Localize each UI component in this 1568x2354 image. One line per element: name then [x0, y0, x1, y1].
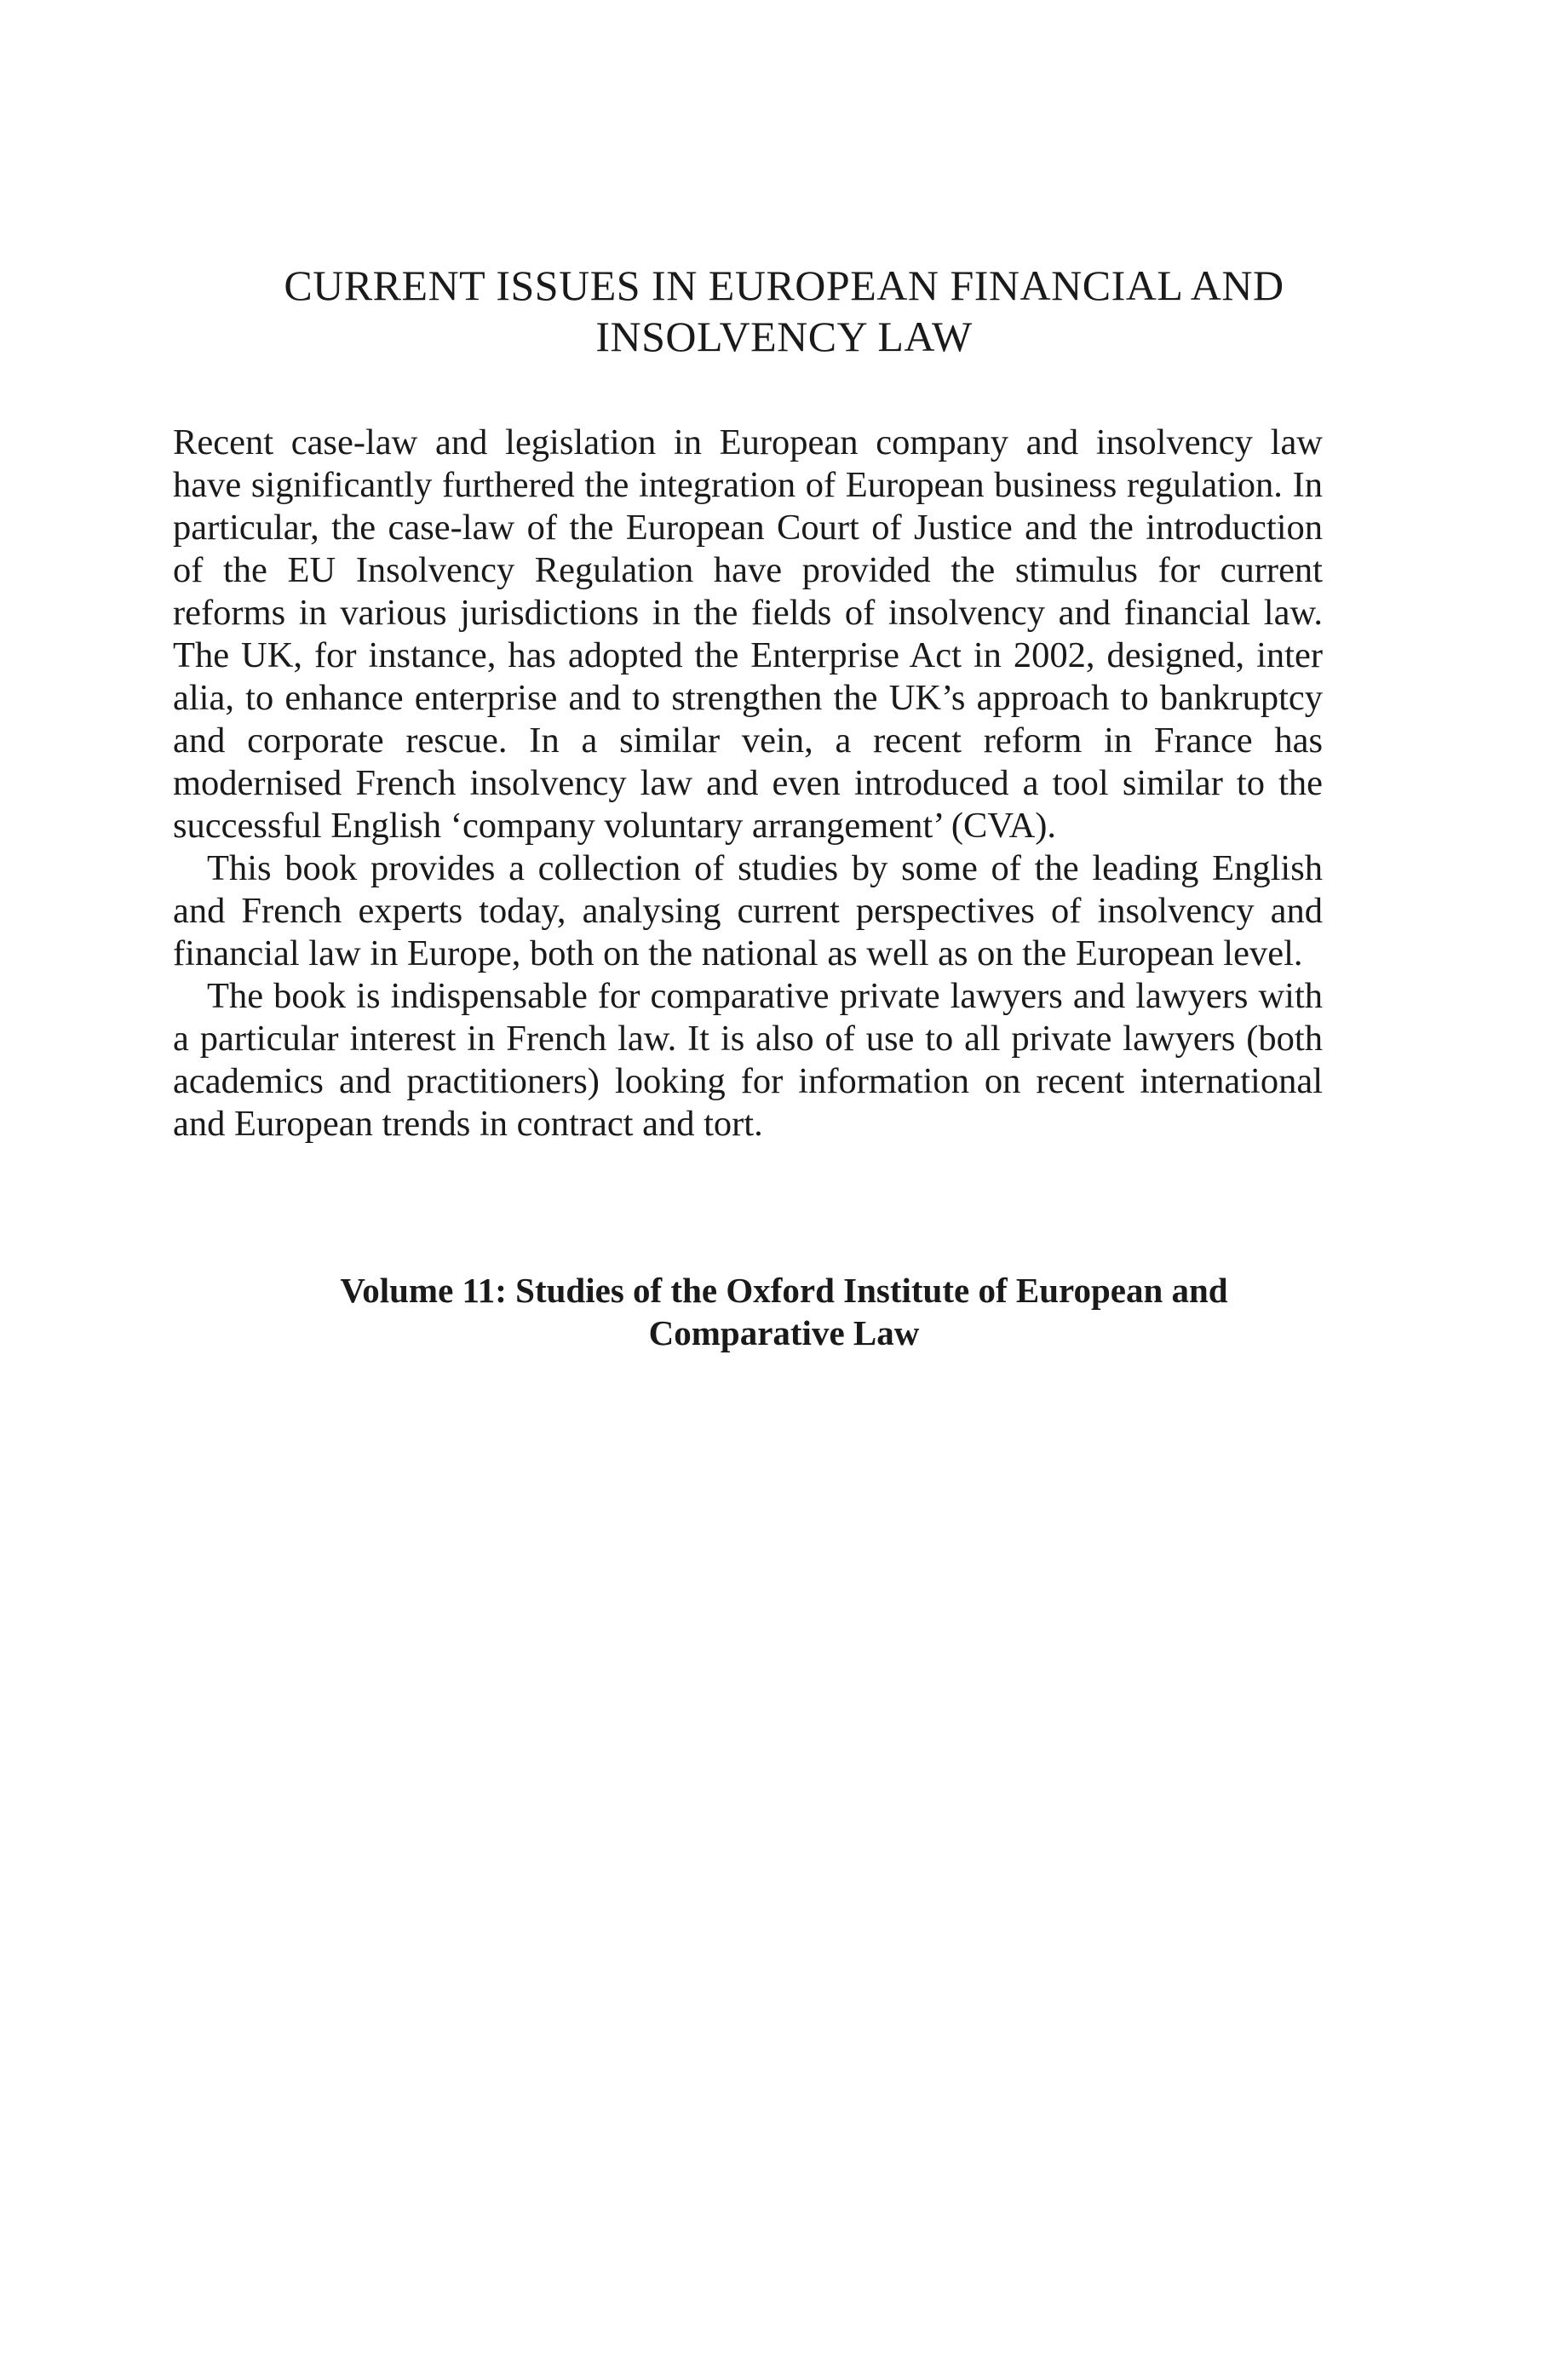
page-title [170, 260, 1398, 362]
series-title [213, 1269, 1355, 1354]
title-line-1: CURRENT ISSUES IN EUROPEAN FINANCIAL AND [284, 261, 1284, 309]
series-line-2: Comparative Law [648, 1313, 920, 1352]
paragraph-3: The book is indispensable for comparative private lawyers and lawyers with a particular interest in French law. It is also of use to all private lawyers (both academics and practitioners) looking for information on recent international and European trends in contract and tort. [173, 976, 1323, 1144]
paragraph-2: This book provides a collection of studies by some of the leading English and French experts today, analysing current perspectives of insolvency and financial law in Europe, both on the national as well as on the European level. [173, 848, 1323, 973]
description-text [173, 422, 1323, 1145]
series-line-1: Volume 11: Studies of the Oxford Institute of European and [340, 1271, 1228, 1310]
title-line-2: INSOLVENCY LAW [595, 313, 973, 360]
paragraph-1: Recent case-law and legislation in European company and insolvency law have significantly furthered the integration of European business regulation. In particular, the case-law of the European Court of Justice and the introduction of the EU Insolvency Regulation have provided the stimulus for current reforms in various jurisdictions in the fields of insolvency and financial law. The UK, for instance, has adopted the Enterprise Act in 2002, designed, inter alia, to enhance enterprise and to strengthen the UK’s approach to bankruptcy and corporate rescue. In a similar vein, a recent reform in France has modernised French insolvency law and even introduced a tool similar to the successful English ‘company voluntary arrangement’ (CVA). [173, 422, 1323, 846]
